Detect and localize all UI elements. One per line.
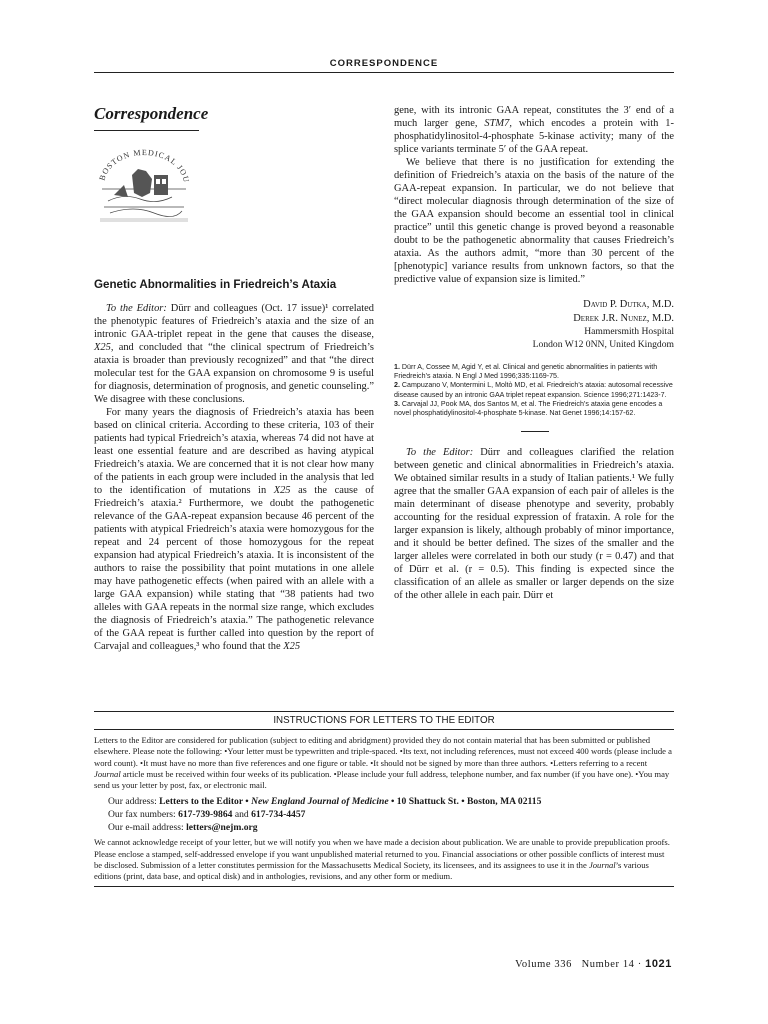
letter1-paragraph-3 [394,104,674,156]
page-footer [515,958,672,970]
reference-item [394,400,674,418]
gene-name: X25, [94,342,114,353]
letter1-paragraph-2 [94,406,374,653]
instructions-paragraph-1 [94,735,674,791]
text-run: Dürr and colleagues clarified the relation between genetic and clinical abnormalities in Friedreich’s ataxia. We obtained similar results in a study of Italian patients.¹ We fully agree that the smaller GAA expansion of each pair of alleles is the main determinant of disease phenotype and severity, probably accounting for the residual expression of frataxin. A role for the larger expansion is likely, although probably of minor importance, and it should be better defined. The sizes of the smaller and the larger alleles were correlated in both our study (r = 0.47) and that of Dürr et al. (r = 0.5). This finding is expected since the classification of an allele as smaller or larger depends on the size of the other allele in each pair. Dürr et [394,447,674,602]
footer-dot: · [637,959,642,970]
letter-separator [521,431,549,432]
text-run: as the cause of Friedreich’s ataxia.² Furthermore, we doubt the pathogenetic relevance of the GAA-repeat expansion because 46 percent of the patients with atypical Friedreich’s ataxia were homozygous for the repeat and 24 percent of those homozygous for the repeat expansion had atypical Friedreich’s ataxia. It is inconsistent of the authors to raise the possibility that point mutations in one allele may have pathogenetic effects (when paired with an allele with a large GAA expansion) while stating that “38 patients had two alleles with GAA repeats in the normal size range, which excludes the diagnosis of Friedreich’s ataxia.” The pathogenetic relevance of the GAA repeat is further called into question by the report of Carvajal and colleagues,³ who found that the [94,485,374,652]
letter2-paragraph-1 [394,446,674,602]
text-run: Letters to the Editor are considered for publication (subject to editing and abridgment) provided they do not contain material that has been submitted or published elsewhere. Please note the following: •Your letter must be typewritten and triple-spaced. •Its text, not including references, must not exceed 400 words (please include a word count). •It must have no more than five references and one figure or table. •It should not be signed by more than three authors. •Letters referring to a recent [94,735,672,768]
reference-number: 1. [394,363,400,371]
address-text: Letters to the Editor • [159,796,252,808]
author-2: Derek J.R. Nunez, M.D. [573,313,674,324]
reference-item [394,381,674,399]
to-the-editor-lead: To the Editor: [406,447,474,459]
email-line [108,821,674,834]
text-run: and concluded that “the clinical spectrum of Friedreich’s ataxia is broader than previously recognized” and that “the direct molecular test for the GAA expansion on chromosome 9 is useful for diagnosis, determination of prognosis, and genetic counseling.” We disagree with these conclusions. [94,342,375,405]
text-run: We cannot acknowledge receipt of your letter, but we will notify you when we have made a decision about publication. We are unable to provide prepublication proofs. Please enclose a stamped, self-addressed envelope if you want unpublished material returned to you. Financial associations or other possible conflicts of interest must be disclosed. Submission of a letter constitutes permission for the Massachusetts Medical Society, its licensees, and its assignees to use it in the [94,837,670,871]
journal-name: New England Journal of Medicine [251,796,389,808]
instructions-paragraph-2 [94,837,674,882]
volume-issue: Volume 336 Number 14 [515,959,635,970]
text-run: and [232,809,252,821]
mail-address-line [108,795,674,808]
text-run: article must be received within four weeks of its publication. •Please include your full address, telephone number, and fax number (if you have one). •You may send us your letter by post, fax, or electronic mail. [94,768,670,791]
reference-number: 2. [394,381,400,390]
reference-text: Carvajal JJ, Pook MA, dos Santos M, et al. The Friedreich’s ataxia gene encodes a novel phosphatidylinositol-4-phosphate 5-kinase. Nat Genet 1996;14:157-62. [394,399,663,418]
gene-name: X25 [283,641,301,652]
text-run: ’s various editions (print, data base, and optical disk) and in anthologies, revisions, and any other form or medium. [94,860,649,882]
header-rule [94,72,674,73]
article-title: Genetic Abnormalities in Friedreich’s Ataxia [94,278,337,291]
left-column [94,104,374,653]
instructions-title: INSTRUCTIONS FOR LETTERS TO THE EDITOR [94,712,674,730]
journal-name: Journal [588,860,616,871]
section-title: Correspondence [94,104,209,123]
reference-item [394,363,674,381]
right-column [394,104,674,602]
section-rule [94,130,199,131]
reference-text: Campuzano V, Montermini L, Moltò MD, et al. Friedreich’s ataxia: autosomal recessive disease caused by an intronic GAA triplet repeat expansion. Science 1996;271:1423-7. [394,381,673,399]
letter1-paragraph-1 [94,302,374,406]
fax-number: 617-739-9864 [178,809,233,821]
affiliation-institution: Hammersmith Hospital [584,326,674,337]
reference-text: Dürr A, Cossee M, Agid Y, et al. Clinical and genetic abnormalities in patients with Friedreich’s ataxia. N Engl J Med 1996;335:1169-75. [394,363,658,381]
page-number: 1021 [645,958,672,970]
reference-number: 3. [394,399,400,408]
gene-name: X25 [273,485,291,496]
email-label: Our e-mail address: [108,822,187,834]
references [394,363,674,418]
svg-text:BOSTON MEDICAL JOURNAL: BOSTON MEDICAL JOU [97,147,192,184]
email-address: letters@nejm.org [186,822,258,834]
address-label: Our address: [108,796,160,808]
journal-seal-logo [94,145,194,225]
text-run: Dürr and colleagues (Oct. 17 issue)¹ correlated the phenotypic features of Friedreich’s ataxia and the size of an intronic GAA-triplet repeat in the gene that causes the disease, [94,303,375,340]
fax-number: 617-734-4457 [251,809,306,821]
affiliation-address: London W12 0NN, United Kingdom [532,338,674,350]
to-the-editor-lead: To the Editor: [106,303,167,314]
address-text: • 10 Shattuck St. • Boston, MA 02115 [388,796,542,808]
text-run: which encodes a protein with 1-phosphatidylinositol-4-phosphate 5-kinase activity; many of the splice variants terminate 5′ of the GAA repeat. [394,118,674,155]
fax-label: Our fax numbers: [108,809,179,821]
instructions-box [94,711,674,887]
running-header: CORRESPONDENCE [329,58,439,69]
gene-name: STM7, [484,118,512,129]
text-run: gene, with its intronic GAA repeat, constitutes the 3′ end of a much larger gene, [394,105,674,129]
fax-line [108,808,674,821]
journal-name: Journal [94,768,121,779]
author-1: David P. Dutka, M.D. [583,299,674,310]
text-run: For many years the diagnosis of Friedreich’s ataxia has been based on clinical criteria. According to these criteria, 103 of their patients had typical Friedreich’s ataxia, whereas 74 did not have at least one essential feature and are described as having atypical Friedreich’s ataxia. We are concerned that it is not clear how many of the patients in each group were included in the analysis that led to the identification of mutations in [94,407,374,496]
letter1-paragraph-4: We believe that there is no justification for extending the definition of Friedreich’s ataxia on the basis of the nature of the GAA-repeat expansion. In particular, we do not believe that “direct molecular diagnosis through determination of the size of the GAA expansion should become an essential tool in clinical practice” until this genetic change is proved beyond a reasonable doubt to be the pathogenetic abnormality that causes Friedreich’s ataxia. As the authors admit, “more than 30 percent of the [phenotypic] variance results from unknown factors, so that the predictive value of expansion size is limited.” [394,157,674,285]
